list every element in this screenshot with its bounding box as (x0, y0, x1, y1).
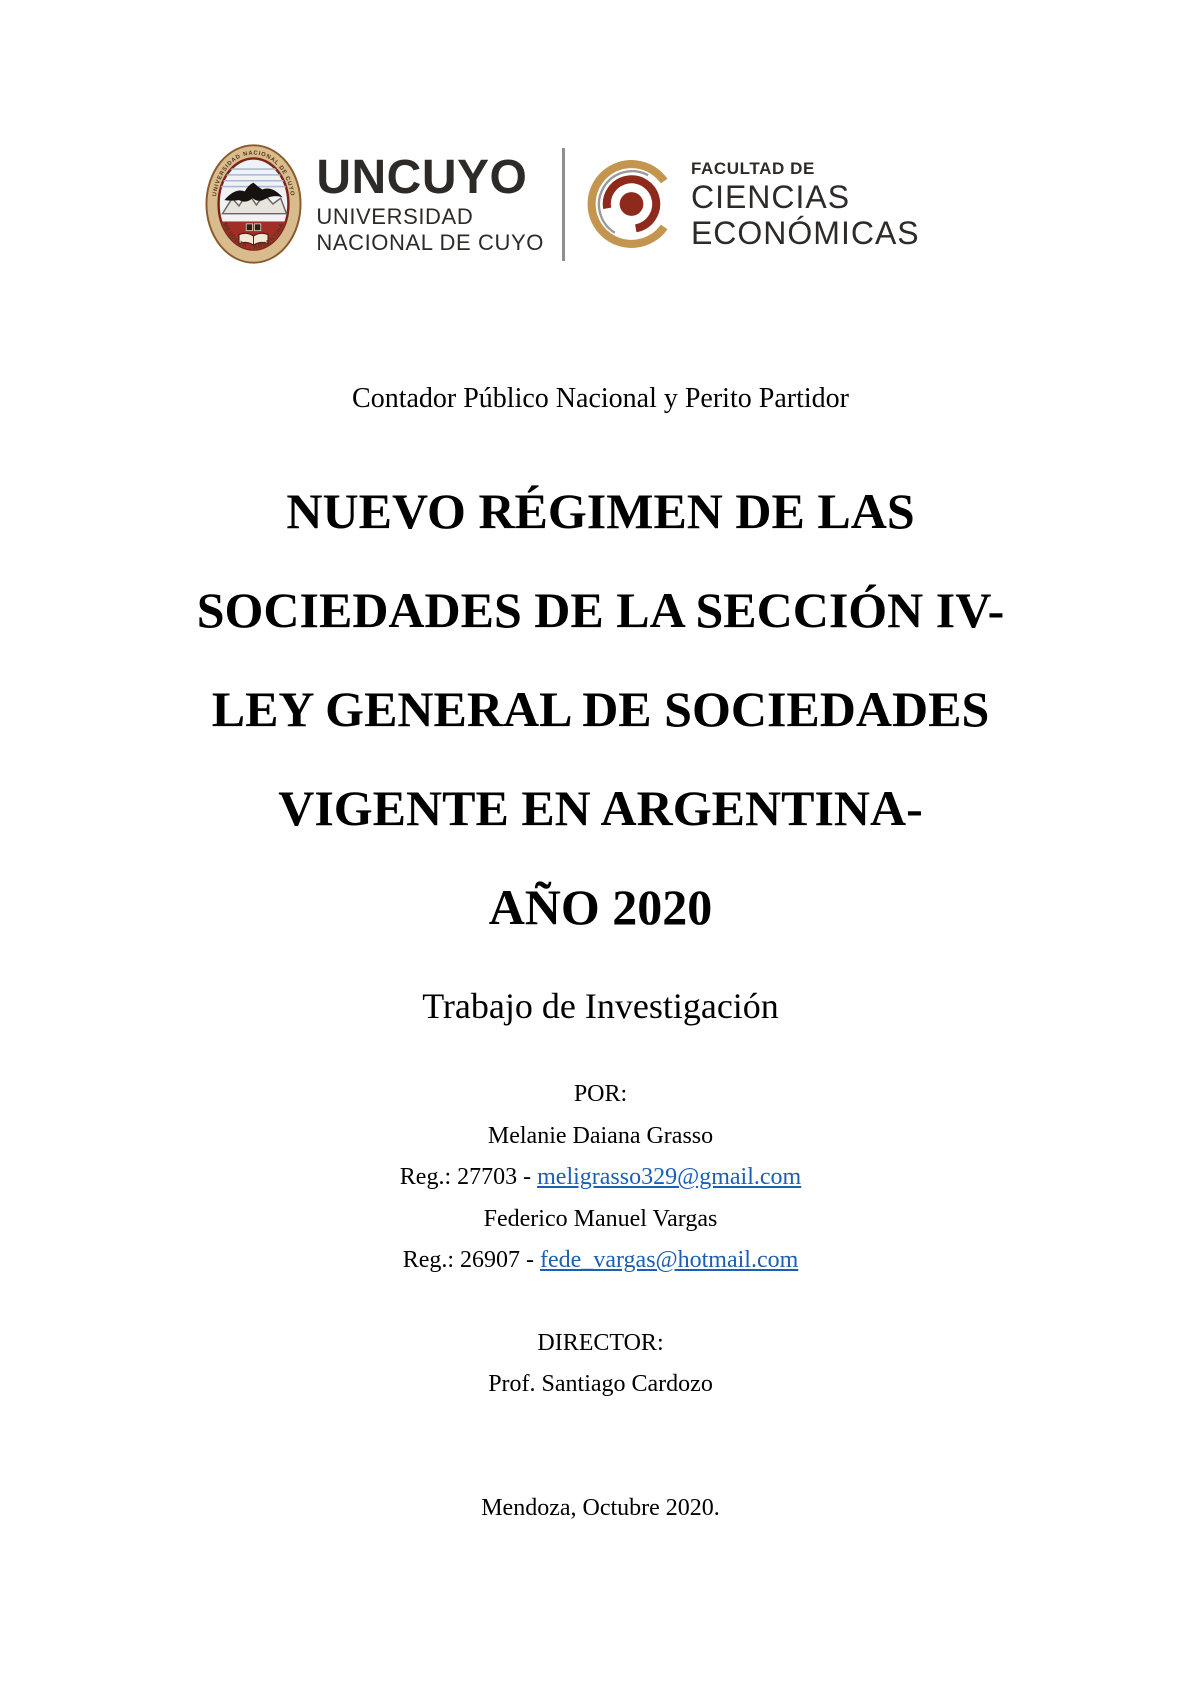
title-line-2: SOCIEDADES DE LA SECCIÓN IV- (196, 582, 1005, 638)
email-link-vargas[interactable]: fede_vargas@hotmail.com (540, 1247, 799, 1273)
university-header (0, 142, 1153, 266)
authors-heading: POR: (573, 1081, 628, 1107)
uncuyo-wordmark (316, 151, 544, 255)
director-heading: DIRECTOR: (537, 1329, 664, 1356)
title-line-4: VIGENTE EN ARGENTINA- (278, 780, 923, 836)
subtitle: Trabajo de Investigación (422, 986, 779, 1026)
director-section (10, 1323, 1191, 1406)
fce-line-1: FACULTAD DE (690, 158, 815, 178)
seal-rim-top-text: UNIVERSIDAD NACIONAL DE CUYO (212, 150, 296, 197)
thesis-title (10, 462, 1191, 957)
content-column (10, 142, 1191, 1529)
degree-line: Contador Público Nacional y Perito Partidor (352, 383, 849, 414)
fce-line-3: ECONÓMICAS (690, 214, 920, 251)
fce-emblem-icon (584, 154, 679, 254)
author-name: Federico Manuel Vargas (483, 1205, 718, 1232)
place-date: Mendoza, Octubre 2020. (481, 1494, 720, 1521)
author-reg-number: Reg.: 26907 - (402, 1247, 535, 1273)
logo-divider (562, 148, 565, 261)
director-name: Prof. Santiago Cardozo (488, 1371, 713, 1397)
title-line-3: LEY GENERAL DE SOCIEDADES (211, 681, 990, 737)
author-reg-number: Reg.: 27703 - (399, 1164, 532, 1190)
authors-section (10, 1074, 1191, 1282)
title-line-1: NUEVO RÉGIMEN DE LAS (286, 483, 915, 539)
seal-rim-bottom-text: MENDOZA · ARGENTINA (221, 222, 287, 251)
uncuyo-line-2: NACIONAL DE CUYO (316, 230, 544, 255)
email-link-grasso[interactable]: meligrasso329@gmail.com (537, 1164, 802, 1190)
author-registration (10, 1157, 1191, 1199)
fce-wordmark (691, 160, 920, 249)
title-line-5: AÑO 2020 (488, 879, 713, 935)
author-name: Melanie Daiana Grasso (487, 1122, 714, 1149)
fce-line-2: CIENCIAS (690, 178, 851, 215)
uncuyo-line-1: UNIVERSIDAD (316, 204, 474, 229)
uncuyo-seal-icon (205, 143, 302, 265)
uncuyo-acronym: UNCUYO (316, 151, 528, 204)
author-registration (10, 1240, 1191, 1282)
